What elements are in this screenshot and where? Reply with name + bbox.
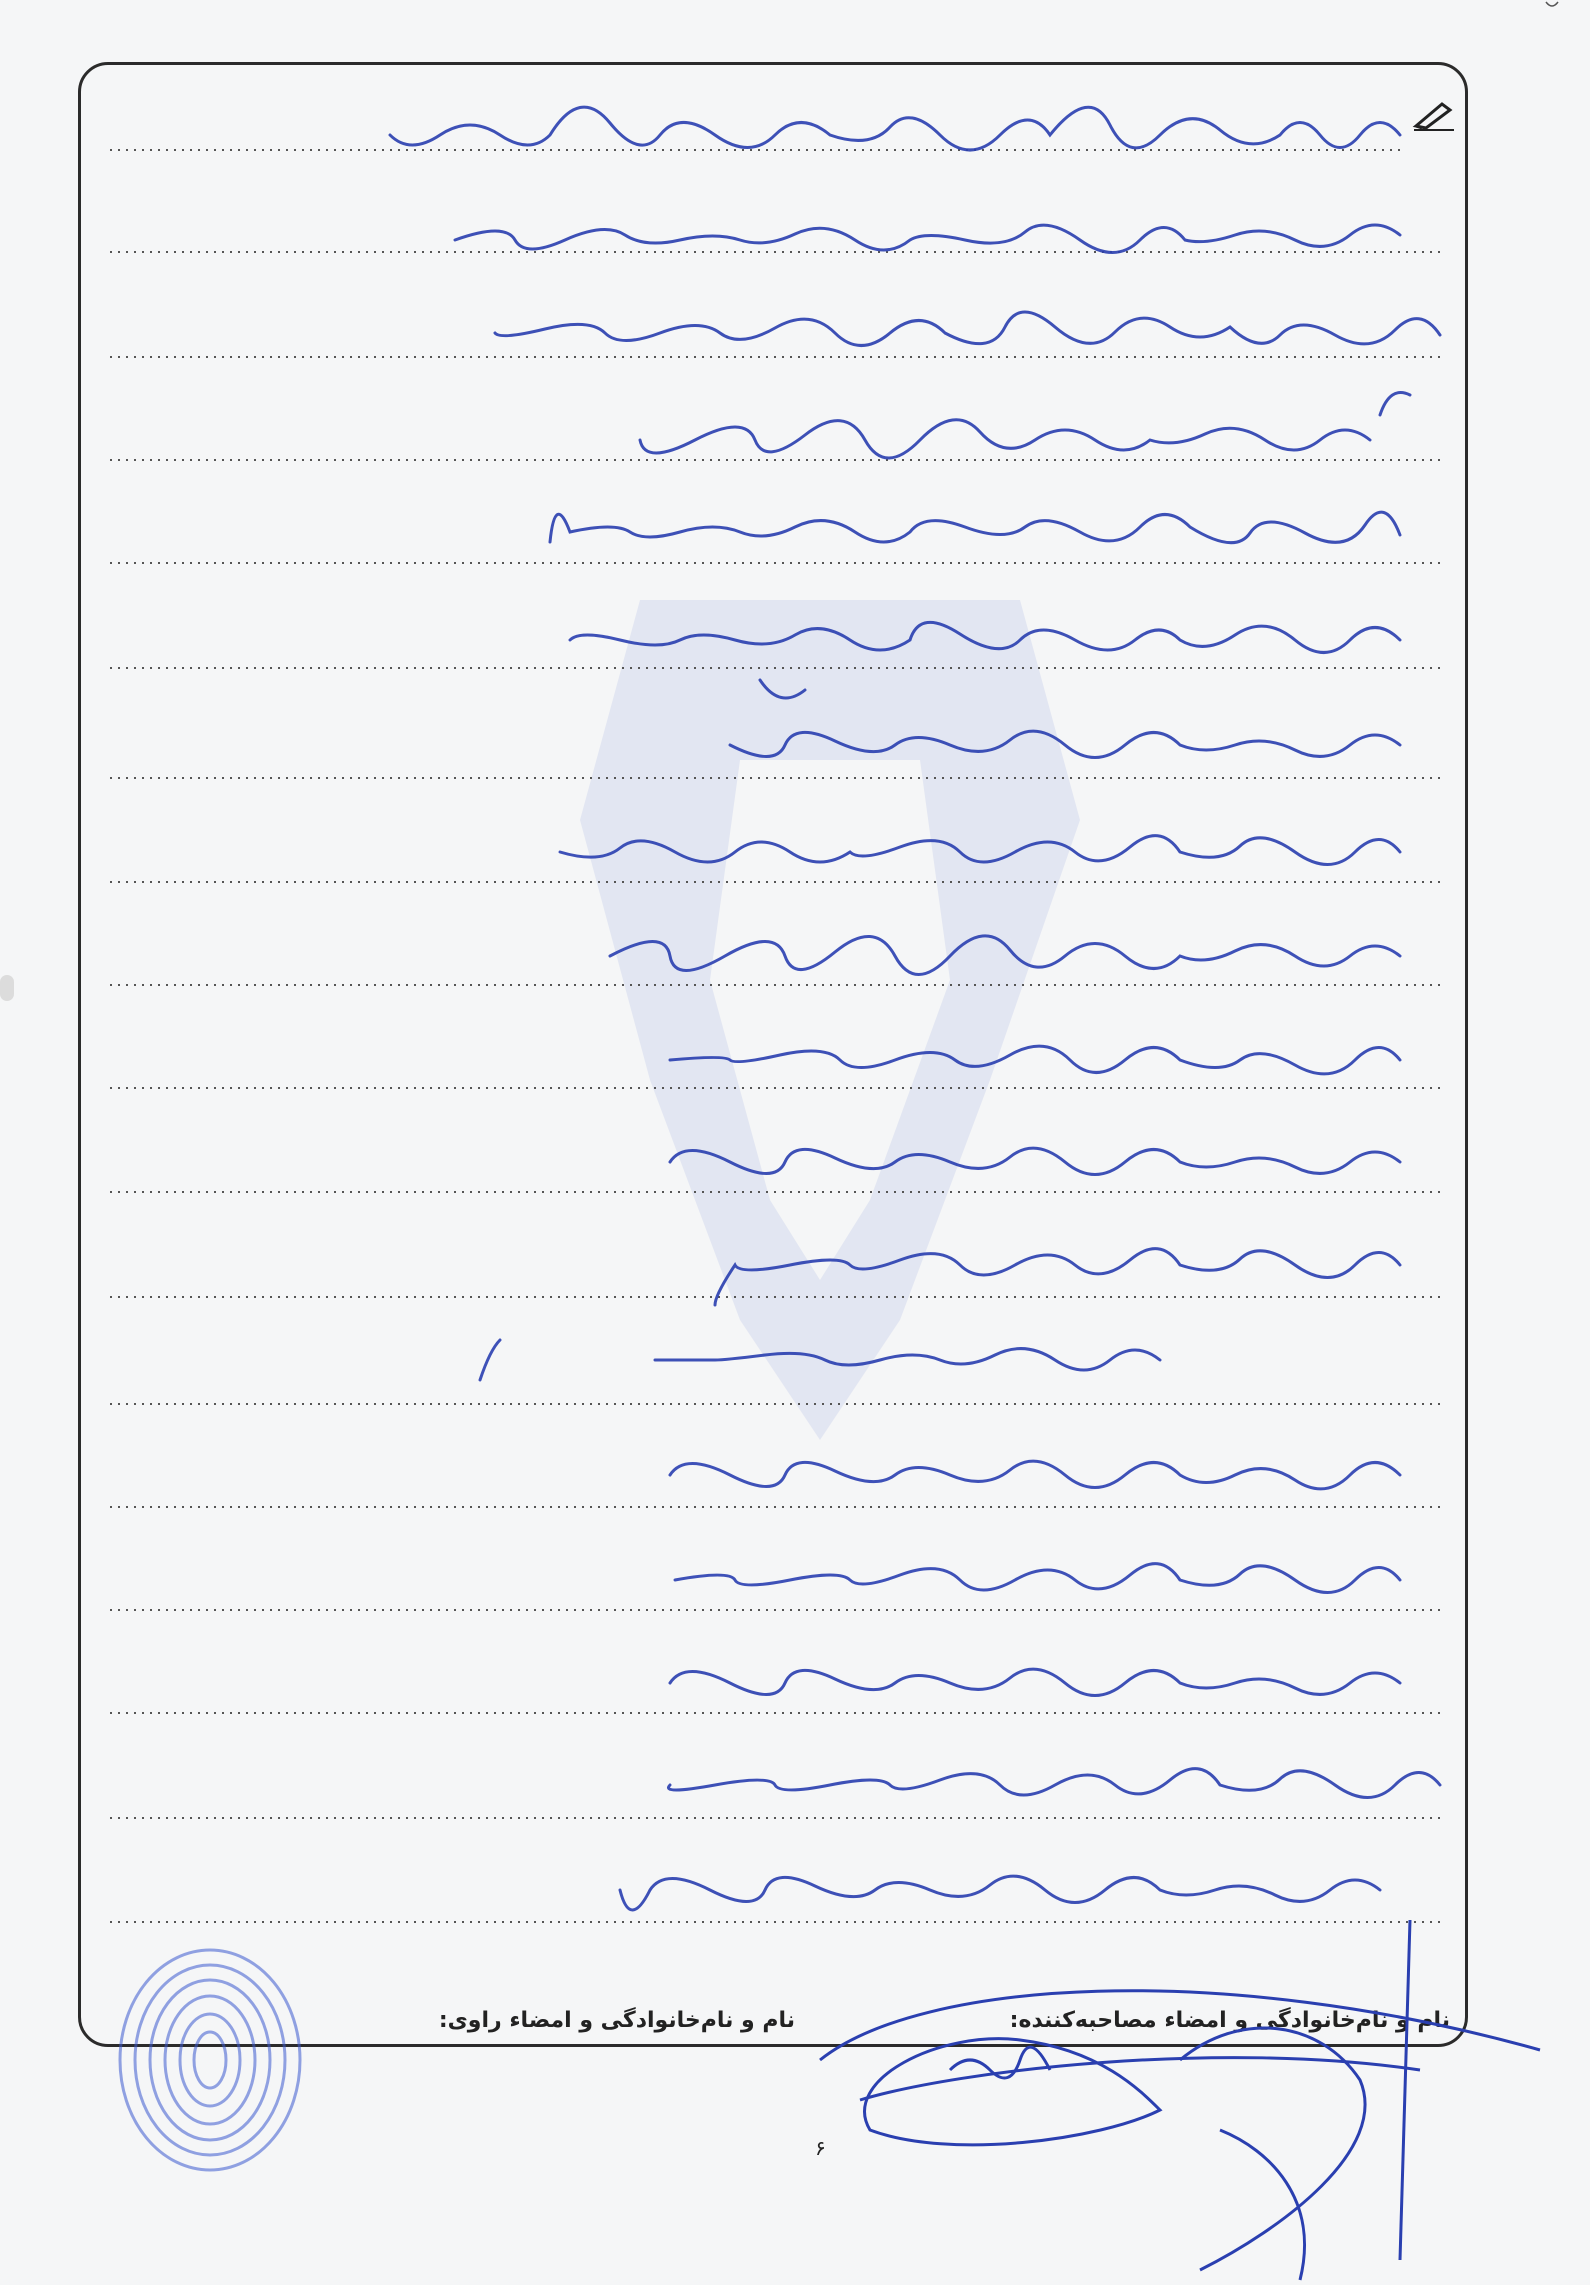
thumbprint [100,1930,330,2190]
narrator-signature-label: نام و نام‌خانوادگی و امضاء راوی: [438,2008,795,2033]
binding-hole [0,975,14,1001]
handwritten-transcript [60,80,1460,1980]
signature-scrawl [800,1900,1560,2285]
interviewer-signature-label: نام و نام‌خانوادگی و امضاء مصاحبه‌کننده: [1009,2008,1450,2033]
corner-mark [1542,0,1566,14]
page-number: ۶ [815,2136,826,2160]
